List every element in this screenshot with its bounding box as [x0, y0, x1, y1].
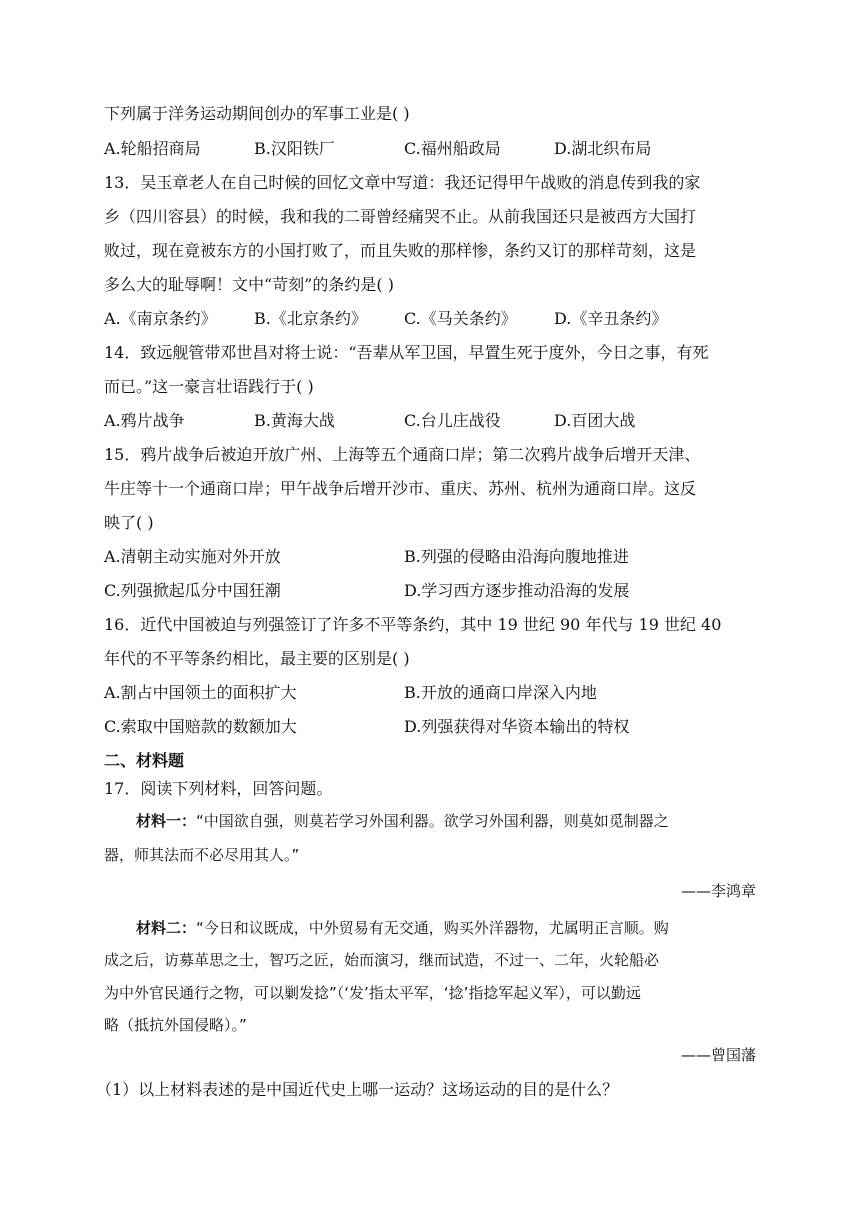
q13-option-d: D.《辛丑条约》: [554, 309, 668, 328]
material-one-source: ——李鸿章: [680, 882, 756, 900]
q12-option-d: D.湖北织布局: [554, 139, 652, 158]
q15-stem-line: 映了( ): [104, 513, 154, 532]
q16-option-d: D.列强获得对华资本输出的特权: [404, 717, 630, 736]
q17-subquestion-1: （1）以上材料表述的是中国近代史上哪一运动？这场运动的目的是什么？: [96, 1080, 619, 1099]
q14-stem-line: 14．致远舰管带邓世昌对将士说：“吾辈从军卫国，早置生死于度外，今日之事，有死: [104, 343, 709, 362]
q13-option-b: B.《北京条约》: [254, 309, 367, 328]
q14-option-d: D.百团大战: [554, 411, 636, 430]
material-two-source: ——曾国藩: [680, 1046, 756, 1064]
q15-stem-line: 15．鸦片战争后被迫开放广州、上海等五个通商口岸；第二次鸦片战争后增开天津、: [104, 445, 701, 464]
material-two-text: “今日和议既成，中外贸易有无交通，购买外洋器物，尤属明正言顺。购: [196, 919, 669, 937]
q13-stem-line: 13．吴玉章老人在自己时候的回忆文章中写道：我还记得甲午战败的消息传到我的家: [104, 173, 701, 192]
q13-option-c: C.《马关条约》: [404, 309, 517, 328]
q13-stem-line: 多么大的耻辱啊！文中“苛刻”的条约是( ): [104, 275, 394, 294]
material-two-line: 为中外官民通行之物，可以剿发捻”（‘发’指太平军，‘捻’指捻军起义军），可以勤远: [104, 984, 641, 1002]
q15-option-a: A.清朝主动实施对外开放: [104, 547, 281, 566]
q12-option-c: C.福州船政局: [404, 139, 501, 158]
section-heading: 二、材料题: [104, 751, 185, 770]
q16-option-a: A.割占中国领土的面积扩大: [104, 683, 297, 702]
q12-option-a: A.轮船招商局: [104, 139, 201, 158]
q15-stem-line: 牛庄等十一个通商口岸；甲午战争后增开沙市、重庆、苏州、杭州为通商口岸。这反: [104, 479, 697, 498]
material-one-label: 材料一：: [136, 812, 197, 830]
q15-option-b: B.列强的侵略由沿海向腹地推进: [404, 547, 629, 566]
q14-option-b: B.黄海大战: [254, 411, 335, 430]
q12-stem: 下列属于洋务运动期间创办的军事工业是( ): [104, 104, 410, 123]
q15-option-d: D.学习西方逐步推动沿海的发展: [404, 581, 630, 600]
q12-option-b: B.汉阳铁厂: [254, 139, 335, 158]
q13-stem-line: 败过，现在竟被东方的小国打败了，而且失败的那样惨，条约又订的那样苛刻，这是: [104, 241, 697, 260]
q16-option-b: B.开放的通商口岸深入内地: [404, 683, 597, 702]
q13-stem-line: 乡（四川容县）的时候，我和我的二哥曾经痛哭不止。从前我国还只是被西方大国打: [104, 207, 697, 226]
q13-option-a: A.《南京条约》: [104, 309, 217, 328]
material-one-text: “中国欲自强，则莫若学习外国利器。欲学习外国利器，则莫如觅制器之: [196, 812, 669, 830]
material-one-line: 器，师其法而不必尽用其人。”: [104, 846, 300, 864]
q14-option-a: A.鸦片战争: [104, 411, 185, 430]
material-two-label: 材料二：: [136, 919, 197, 937]
q17-intro: 17．阅读下列材料，回答问题。: [104, 779, 333, 798]
q16-stem-line: 16．近代中国被迫与列强签订了许多不平等条约，其中 19 世纪 90 年代与 19 世纪 40: [104, 615, 722, 634]
q14-stem-line: 而已。”这一豪言壮语践行于( ): [104, 377, 314, 396]
q16-option-c: C.索取中国赔款的数额加大: [104, 717, 297, 736]
material-two-line: 成之后，访募革思之士，智巧之匠，始而演习，继而试造，不过一、二年，火轮船必: [104, 951, 660, 969]
material-two-line: [136, 918, 669, 938]
material-two-line: 略（抵抗外国侵略）。”: [104, 1016, 247, 1034]
q14-option-c: C.台儿庄战役: [404, 411, 501, 430]
q15-option-c: C.列强掀起瓜分中国狂潮: [104, 581, 281, 600]
q16-stem-line: 年代的不平等条约相比，最主要的区别是( ): [104, 649, 410, 668]
material-one-line: [136, 811, 669, 831]
